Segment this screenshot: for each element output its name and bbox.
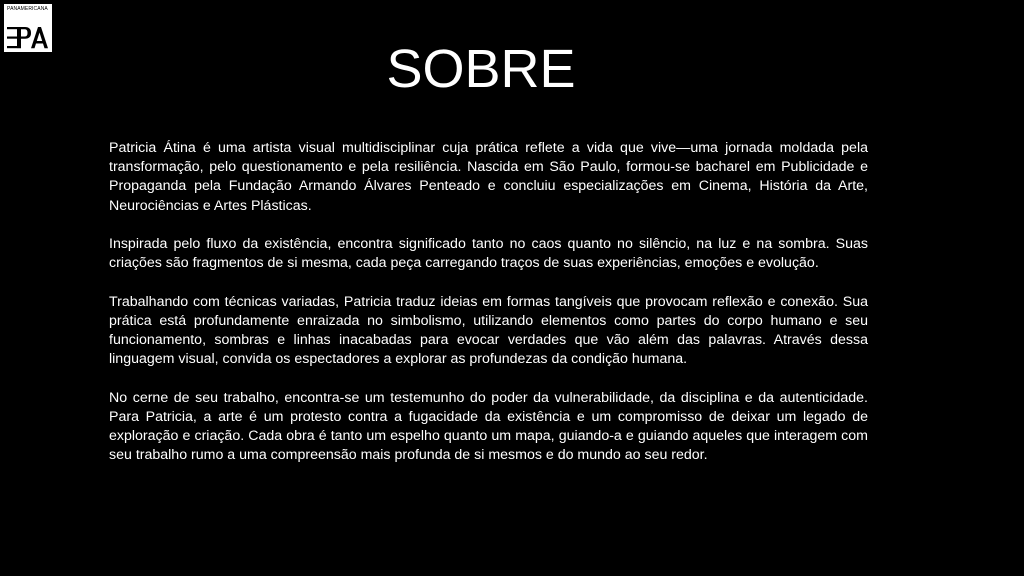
paragraph-1: Patricia Átina é uma artista visual multidisciplinar cuja prática reflete a vida que vive—uma jornada moldada pela transformação, pelo questionamento e pela resiliência. Nascida em São Paulo, formou-se bacharel em Publicidade e Propaganda pela Fundação Armando Álvares Penteado e concluiu especializações em Cinema, História da Arte, Neurociências e Artes Plásticas. [109,140,868,214]
about-text [109,139,868,485]
paragraph-4: No cerne de seu trabalho, encontra-se um testemunho do poder da vulnerabilidade, da disciplina e da autenticidade. Para Patricia, a arte é um protesto contra a fugacidade da existência e um compromisso de deixar um legado de exploração e criação. Cada obra é tanto um espelho quanto um mapa, guiando-a e guiando aqueles que interagem com seu trabalho rumo a uma compreensão mais profunda de si mesmos e do mundo ao seu redor. [109,389,868,464]
paragraph-3: Trabalhando com técnicas variadas, Patricia traduz ideias em formas tangíveis que provocam reflexão e conexão. Sua prática está profundamente enraizada no simbolismo, utilizando elementos como partes do corpo humano e seu funcionamento, sombras e linhas inacabadas para evocar verdades que vão além das palavras. Através dessa linguagem visual, convida os espectadores a explorar as profundezas da condição humana. [109,293,868,368]
paragraph-2: Inspirada pelo fluxo da existência, encontra significado tanto no caos quanto no silêncio, na luz e na sombra. Suas criações são fragmentos de si mesma, cada peça carregando traços de suas experiências, emoções e evolução. [109,236,868,272]
page-title: SOBRE [386,39,576,99]
logo-brand-text: PANAMERICANA [7,6,48,12]
